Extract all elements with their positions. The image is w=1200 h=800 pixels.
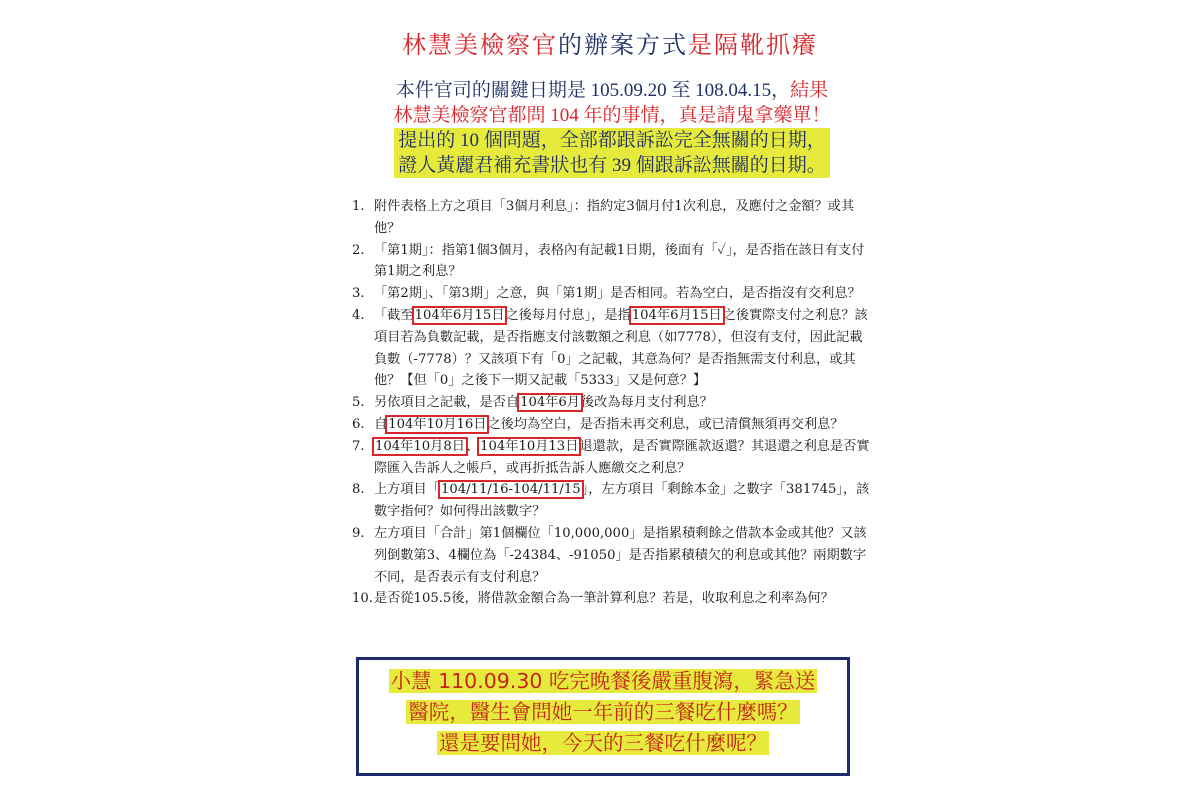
conclusion-box <box>356 657 850 776</box>
question-item-5: 5. 另依項目之記載，是否自104年6月後改為每月支付利息？ <box>352 395 713 411</box>
highlighted-date-range: 104/11/16-104/11/15 <box>440 482 581 498</box>
highlighted-date: 104年6月15日 <box>414 307 505 323</box>
conclusion-line-1: 小慧 110.09.30 吃完晚餐後嚴重腹瀉，緊急送 <box>390 669 816 693</box>
question-item-2: 2. 「第1期」：指第1個3個月，表格內有記載1日期，後面有「✓」，是否指在該日有支付第1期之利息？ <box>352 242 865 280</box>
page-title <box>340 28 880 62</box>
question-item-6: 6. 自104年10月16日之後均為空白，是否指未再交利息，或已清償無須再交利息？ <box>352 416 844 432</box>
intro-line-4: 證人黃麗君補充書狀也有 39 個跟訴訟無關的日期。 <box>398 155 826 176</box>
intro-line-2: 林慧美檢察官都問 104 年的事情，真是請鬼拿藥單！ <box>393 105 831 126</box>
highlighted-date: 104年10月16日 <box>388 416 487 432</box>
conclusion-text <box>359 666 847 759</box>
question-list <box>352 196 872 610</box>
question-item-8: 8. 上方項目「104/11/16-104/11/15」，左方項目「剩餘本金」之數字「381745」，該數字指何？如何得出該數字？ <box>352 482 870 520</box>
highlighted-date: 104年10月8日 <box>375 438 465 454</box>
question-item-10: 10.是否從105.5後，將借款金額合為一筆計算利息？若是，收取利息之利率為何？ <box>352 591 834 607</box>
document-page <box>340 0 880 800</box>
conclusion-line-3: 還是要問她，今天的三餐吃什麼呢？ <box>439 731 767 755</box>
question-item-3: 3. 「第2期」、「第3期」之意，與「第1期」是否相同。若為空白，是否指沒有交利息？ <box>352 286 861 302</box>
title-part-3: 是隔靴抓癢 <box>688 31 818 59</box>
title-part-1: 林慧美檢察官 <box>402 31 558 59</box>
question-item-9: 9. 左方項目「合計」第1個欄位「10,000,000」是指累積剩餘之借款本金或其他？又該列倒數第3、4欄位為「-24384、-91050」是否指累積積欠的利息或其他？兩期數字不同，是否表示有支付利息？ <box>352 525 867 585</box>
title-part-2: 的辦案方式 <box>558 31 688 59</box>
question-item-7: 7. 104年10月8日、104年10月13日退還款，是否實際匯款返還？其退還之利息是否實際匯入告訴人之帳戶，或再折抵告訴人應繳交之利息？ <box>352 438 870 476</box>
question-item-4: 4. 「截至104年6月15日之後每月付息」，是指104年6月15日之後實際支付之利息？該項目若為負數記載，是否指應支付該數額之利息（如7778），但沒有支付，因此記載負數（-7778）？又該項下有「0」之記載，其意為何？是否指無需支付利息，或其他？【但「0」之後下一期又記載「5333」又是何意？】 <box>352 307 868 389</box>
conclusion-line-2: 醫院，醫生會問她一年前的三餐吃什麼嗎？ <box>408 700 798 724</box>
intro-highlight-block <box>362 128 862 178</box>
highlighted-date: 104年10月13日 <box>480 438 579 454</box>
highlighted-date: 104年6月 <box>520 395 580 411</box>
intro-line-3: 提出的 10 個問題，全部都跟訴訟完全無關的日期， <box>398 130 826 151</box>
question-item-1: 1. 附件表格上方之項目「3個月利息」：指約定3個月付1次利息，及應付之金額？或其他？ <box>352 199 855 236</box>
highlighted-date: 104年6月15日 <box>631 307 722 323</box>
intro-paragraph <box>362 78 862 178</box>
intro-line-1: 本件官司的關鍵日期是 105.09.20 至 108.04.15，結果 <box>395 80 829 101</box>
